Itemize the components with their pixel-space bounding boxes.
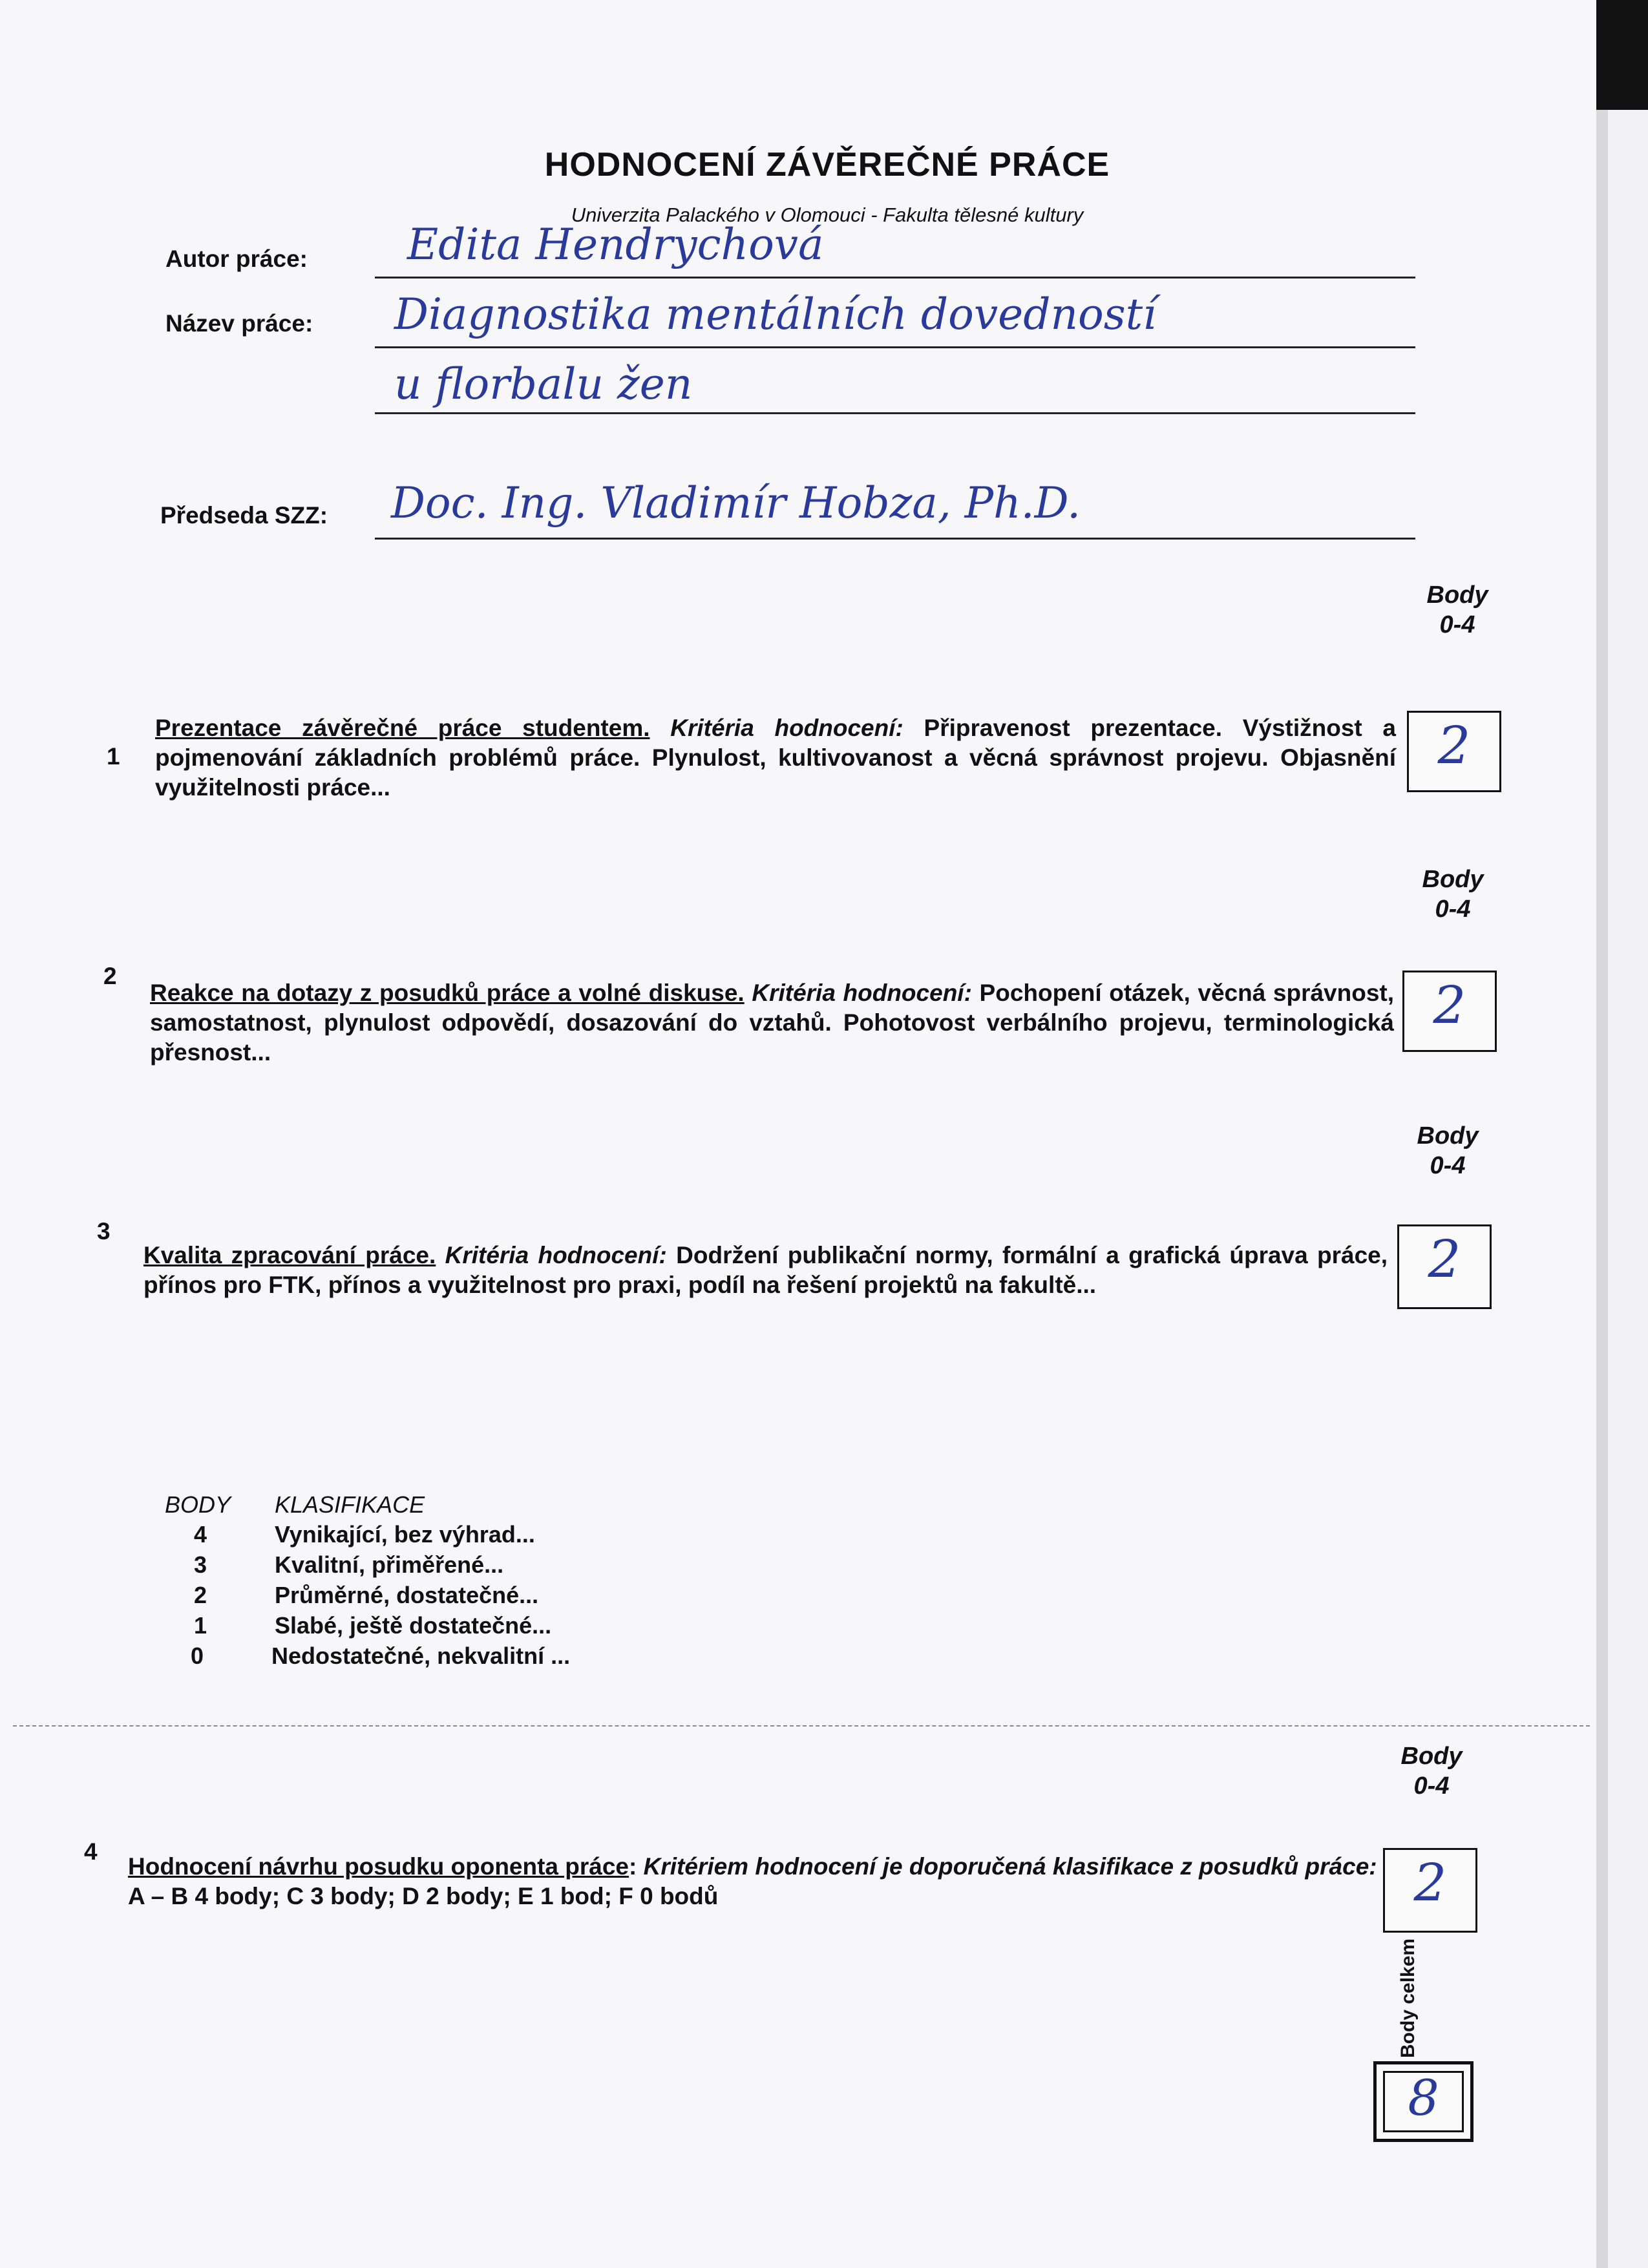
chair-value: Doc. Ing. Vladimír Hobza, Ph.D. (391, 478, 1081, 528)
criterion-number-4: 4 (84, 1838, 98, 1865)
total-value: 8 (1408, 2069, 1439, 2126)
scale-col-points: BODY (165, 1491, 231, 1518)
criterion-number-3: 3 (97, 1218, 111, 1244)
thesis-title-line-1 (375, 346, 1415, 348)
criterion-number-2: 2 (103, 963, 117, 989)
thesis-title-value-1: Diagnostika mentálních dovedností (394, 289, 1157, 339)
author-label: Autor práce: (165, 246, 308, 272)
score-value-3: 2 (1428, 1229, 1461, 1289)
criterion-text-4: Hodnocení návrhu posudku oponenta práce: Kritériem hodnocení je doporučená klasifikace z posudků práce: A – B 4 body; C 3 body; D 2 body; E 1 bod; F 0 bodů (128, 1853, 1377, 1909)
document-title: HODNOCENÍ ZÁVĚREČNÉ PRÁCE (544, 146, 1110, 184)
score-header-2: Body 0-4 (1422, 866, 1484, 923)
score-header-3: Body 0-4 (1417, 1122, 1479, 1179)
scanner-edge (1596, 0, 1648, 2268)
criterion-text-3: Kvalita zpracování práce. Kritéria hodnocení: Dodržení publikační normy, formální a grafická úprava práce, přínos pro FTK, přínos a využitelnost pro praxi, podíl na řešení projektů na fakultě... (143, 1242, 1388, 1298)
scale-col-class: KLASIFIKACE (275, 1491, 425, 1518)
thesis-title-label: Název práce: (165, 310, 313, 337)
score-value-1: 2 (1437, 715, 1471, 775)
total-label: Body celkem (1397, 1938, 1419, 2058)
score-header-1: Body 0-4 (1426, 582, 1488, 638)
score-value-4: 2 (1413, 1853, 1447, 1913)
criterion-text-1: Prezentace závěrečné práce studentem. Kritéria hodnocení: Připravenost prezentace. Výstižnost a pojmenování základních problémů práce. Plynulost, kultivovanost a věcná správnost projevu. Objasnění využitelnosti práce... (155, 715, 1396, 801)
author-value: Edita Hendrychová (407, 220, 824, 269)
chair-line (375, 538, 1415, 540)
total-box[interactable] (1373, 2061, 1474, 2142)
author-line (375, 277, 1415, 278)
thesis-title-value-2: u florbalu žen (394, 359, 693, 409)
score-header-4: Body 0-4 (1400, 1743, 1463, 1800)
divider-line (13, 1725, 1590, 1727)
score-value-2: 2 (1433, 975, 1466, 1035)
chair-label: Předseda SZZ: (160, 502, 328, 529)
criterion-text-2: Reakce na dotazy z posudků práce a volné diskuse. Kritéria hodnocení: Pochopení otázek, věcná správnost, samostatnost, plynulost odpovědí, dosazování do vztahů. Pohotovost verbálního projevu, terminologická přesnost... (150, 980, 1395, 1066)
score-box-3[interactable] (1397, 1224, 1492, 1309)
criterion-number-1: 1 (107, 743, 120, 770)
thesis-title-line-2 (375, 412, 1415, 414)
score-box-2[interactable] (1402, 971, 1497, 1052)
score-box-1[interactable] (1407, 711, 1501, 792)
document-subtitle: Univerzita Palackého v Olomouci - Fakulta tělesné kultury (571, 204, 1084, 226)
score-box-4[interactable] (1383, 1848, 1477, 1933)
